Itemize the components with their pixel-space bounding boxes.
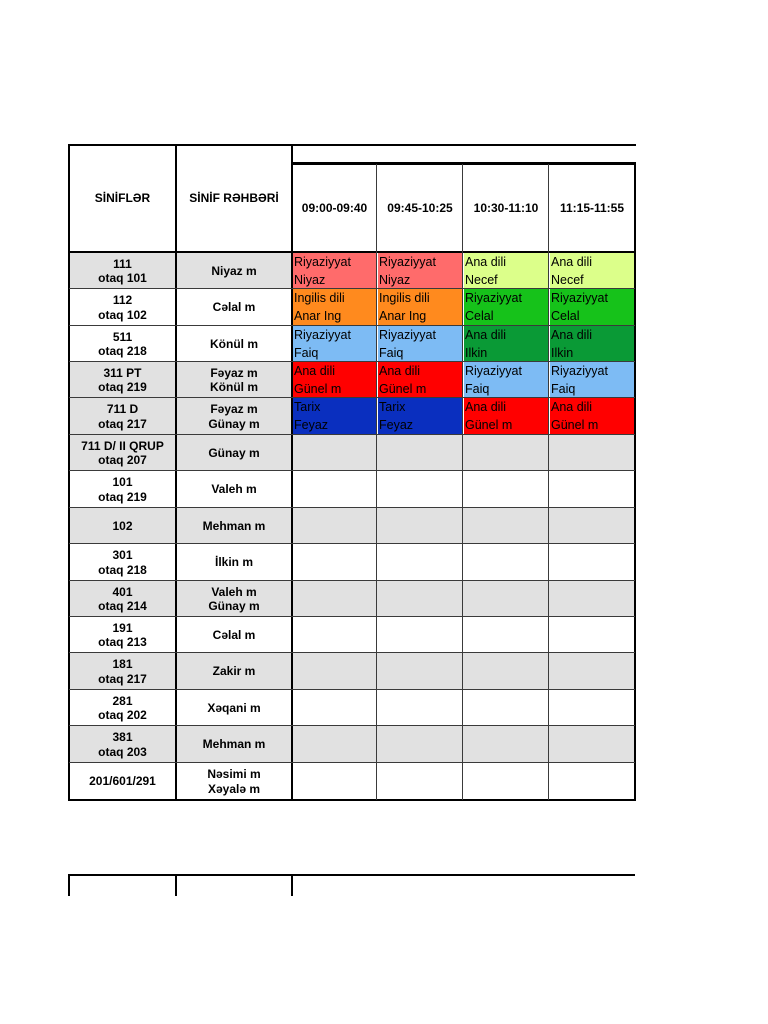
lesson-subject: Riyaziyyat [379, 255, 436, 269]
time-slot-label: 09:00-09:40 [301, 200, 368, 215]
class-teacher-name: Fəyaz m [210, 402, 258, 417]
class-teacher-name: Xəqani m [207, 700, 261, 715]
class-cell[interactable] [69, 726, 176, 763]
class-cell[interactable] [69, 326, 176, 362]
time-slot-label: 10:30-11:10 [473, 200, 539, 215]
lesson-cell[interactable] [293, 398, 377, 434]
lesson-subject: Riyaziyyat [551, 291, 608, 305]
class-teacher-name: İlkin m [214, 555, 253, 570]
class-teacher-name: Günay m [208, 599, 260, 613]
class-label: 101 [112, 475, 133, 490]
class-label: otaq 217 [98, 671, 147, 686]
lesson-cell[interactable] [550, 253, 635, 288]
class-cell[interactable] [69, 617, 176, 653]
lesson-cell[interactable] [378, 362, 463, 397]
lesson-subject: Tarix [294, 400, 321, 414]
class-label: 181 [112, 657, 133, 672]
class-label: 191 [112, 620, 133, 635]
lesson-teacher: Niyaz [379, 273, 411, 287]
row-divider [69, 325, 635, 326]
class-label: 311 PT [103, 365, 142, 380]
time-header-border [292, 162, 636, 165]
class-teacher-cell [176, 435, 292, 471]
time-slot-label: 11:15-11:55 [559, 200, 625, 215]
lesson-cell[interactable] [464, 362, 549, 397]
column-header-label: SİNİFLƏR [94, 191, 151, 206]
class-label: otaq 218 [98, 562, 147, 577]
time-slot-header [549, 164, 635, 252]
lesson-cell[interactable] [378, 253, 463, 288]
class-label: 401 [112, 584, 133, 599]
lesson-subject: Ingilis dili [294, 291, 345, 305]
lesson-teacher: Anar Ing [379, 309, 427, 323]
class-label: 201/601/291 [89, 774, 156, 789]
column-header-class-teacher [176, 145, 292, 252]
lesson-subject: Ingilis dili [379, 291, 430, 305]
lesson-cell[interactable] [550, 398, 635, 434]
row-divider [69, 580, 635, 581]
lesson-subject: Ana dili [465, 255, 506, 269]
class-teacher-name: Günay m [208, 416, 260, 431]
next-table-divider [68, 874, 70, 896]
left-border [68, 144, 70, 801]
lesson-cell[interactable] [550, 362, 635, 397]
lesson-subject: Riyaziyyat [465, 364, 522, 378]
lesson-cell[interactable] [293, 362, 377, 397]
lesson-teacher: Günel m [294, 382, 342, 396]
lesson-cell[interactable] [378, 398, 463, 434]
lesson-subject: Tarix [379, 400, 406, 414]
lesson-subject: Ana dili [379, 364, 420, 378]
lesson-subject: Ana dili [465, 400, 506, 414]
class-teacher-cell [176, 289, 292, 326]
class-teacher-cell [176, 763, 292, 800]
next-table-divider [291, 874, 293, 896]
row-shade [293, 508, 635, 543]
class-cell[interactable] [69, 289, 176, 326]
lesson-cell[interactable] [378, 326, 463, 361]
class-teacher-cell [176, 617, 292, 653]
time-slot-header [463, 164, 549, 252]
class-teacher-name: Xəyalə m [207, 781, 261, 796]
lesson-cell[interactable] [550, 326, 635, 361]
class-cell[interactable] [69, 508, 176, 544]
class-label: 111 [113, 256, 132, 271]
class-teacher-cell [176, 581, 292, 617]
class-label: otaq 207 [98, 453, 147, 467]
class-teacher-name: Valeh m [211, 482, 257, 497]
lesson-subject: Ana dili [465, 328, 506, 342]
table-bottom-border [69, 799, 635, 801]
class-cell[interactable] [69, 253, 176, 289]
lesson-subject: Riyaziyyat [379, 328, 436, 342]
class-label: 381 [112, 730, 133, 745]
lesson-teacher: Celal [551, 309, 580, 323]
lesson-cell[interactable] [293, 289, 377, 325]
class-label: 112 [112, 293, 133, 308]
class-teacher-name: Günay m [208, 445, 260, 460]
class-label: 711 D/ II QRUP [81, 438, 164, 453]
class-label: 511 [112, 329, 133, 344]
class-teacher-cell [176, 253, 292, 289]
next-table-top-border [68, 874, 635, 876]
lesson-teacher: Faiq [465, 382, 490, 396]
class-teacher-name: Cəlal m [212, 627, 256, 642]
class-teacher-cell [176, 726, 292, 763]
lesson-teacher: Günel m [551, 418, 599, 432]
class-cell[interactable] [69, 435, 176, 471]
class-label: otaq 218 [98, 344, 147, 358]
row-shade [293, 435, 635, 470]
class-label: 711 D [106, 402, 139, 417]
class-label: otaq 202 [98, 708, 147, 722]
lesson-cell[interactable] [293, 253, 377, 288]
lesson-teacher: Necef [551, 273, 584, 287]
lesson-teacher: Niyaz [294, 273, 326, 287]
lesson-teacher: Celal [465, 309, 494, 323]
lesson-teacher: Ilkin [465, 346, 488, 360]
row-divider [69, 397, 635, 398]
class-teacher-name: Zakir m [212, 664, 256, 679]
class-label: 102 [112, 518, 133, 533]
class-label: 301 [112, 548, 133, 563]
class-teacher-name: Valeh m [211, 584, 257, 599]
lesson-teacher: Faiq [551, 382, 576, 396]
time-slot-label: 09:45-10:25 [387, 200, 453, 215]
class-teacher-name: Mehman m [202, 737, 266, 752]
column-header-classes [69, 145, 176, 252]
table-top-border [69, 144, 636, 146]
class-label: otaq 203 [98, 744, 147, 759]
class-cell[interactable] [69, 581, 176, 617]
row-shade [293, 726, 635, 762]
class-label: otaq 102 [98, 307, 147, 322]
column-header-label: SİNİF RƏHBƏRİ [189, 191, 279, 206]
class-teacher-cell [176, 326, 292, 362]
row-divider [69, 434, 635, 435]
lesson-subject: Riyaziyyat [465, 291, 522, 305]
class-label: 281 [112, 693, 133, 708]
lesson-subject: Riyaziyyat [294, 255, 351, 269]
class-cell[interactable] [69, 362, 176, 398]
row-divider [69, 543, 635, 544]
lesson-cell[interactable] [378, 289, 463, 325]
class-teacher-cell [176, 690, 292, 726]
time-slot-header [292, 164, 377, 252]
class-label: otaq 213 [98, 635, 147, 649]
lesson-subject: Ana dili [551, 255, 592, 269]
row-divider [69, 361, 635, 362]
lesson-teacher: Necef [465, 273, 498, 287]
lesson-cell[interactable] [464, 289, 549, 325]
lesson-subject: Riyaziyyat [294, 328, 351, 342]
lesson-teacher: Anar Ing [294, 309, 342, 323]
class-teacher-cell [176, 471, 292, 508]
row-divider [69, 725, 635, 726]
class-cell[interactable] [69, 653, 176, 690]
row-divider [69, 689, 635, 690]
row-shade [293, 581, 635, 616]
class-cell[interactable] [69, 398, 176, 435]
column-divider [376, 164, 377, 800]
column-divider [634, 164, 636, 801]
lesson-teacher: Feyaz [294, 418, 329, 432]
class-cell[interactable] [69, 471, 176, 508]
class-teacher-name: Könül m [210, 380, 258, 394]
class-teacher-name: Könül m [210, 336, 258, 351]
class-teacher-name: Cəlal m [212, 300, 256, 315]
column-divider [175, 144, 177, 801]
lesson-subject: Ana dili [551, 328, 592, 342]
class-teacher-cell [176, 362, 292, 398]
class-label: otaq 219 [98, 489, 147, 504]
column-divider [548, 164, 549, 800]
class-teacher-cell [176, 544, 292, 581]
class-teacher-cell [176, 653, 292, 690]
class-label: otaq 101 [98, 271, 147, 285]
class-teacher-name: Nəsimi m [207, 767, 261, 782]
class-label: otaq 214 [98, 599, 147, 613]
column-divider [291, 144, 293, 801]
time-slot-header [377, 164, 463, 252]
lesson-cell[interactable] [293, 326, 377, 361]
row-divider [69, 288, 635, 289]
class-teacher-name: Fəyaz m [210, 365, 258, 380]
row-divider [69, 470, 635, 471]
lesson-cell[interactable] [550, 289, 635, 325]
row-divider [69, 762, 635, 763]
next-table-divider [175, 874, 177, 896]
lesson-teacher: Günel m [379, 382, 427, 396]
lesson-cell[interactable] [464, 326, 549, 361]
row-divider [69, 616, 635, 617]
lesson-teacher: Feyaz [379, 418, 414, 432]
class-cell[interactable] [69, 544, 176, 581]
lesson-subject: Ana dili [294, 364, 335, 378]
lesson-teacher: Faiq [294, 346, 319, 360]
row-divider [69, 652, 635, 653]
class-teacher-cell [176, 508, 292, 544]
class-label: otaq 219 [98, 380, 147, 394]
header-bottom-border [69, 251, 636, 253]
lesson-teacher: Ilkin [551, 346, 574, 360]
column-divider [462, 164, 463, 800]
lesson-subject: Ana dili [551, 400, 592, 414]
class-cell[interactable] [69, 690, 176, 726]
class-teacher-cell [176, 398, 292, 435]
row-divider [69, 507, 635, 508]
lesson-cell[interactable] [464, 253, 549, 288]
class-teacher-name: Mehman m [202, 518, 266, 533]
lesson-teacher: Günel m [465, 418, 513, 432]
row-shade [293, 653, 635, 689]
class-teacher-name: Niyaz m [211, 263, 257, 278]
class-cell[interactable] [69, 763, 176, 800]
lesson-cell[interactable] [464, 398, 549, 434]
lesson-subject: Riyaziyyat [551, 364, 608, 378]
lesson-teacher: Faiq [379, 346, 404, 360]
class-label: otaq 217 [98, 416, 147, 431]
